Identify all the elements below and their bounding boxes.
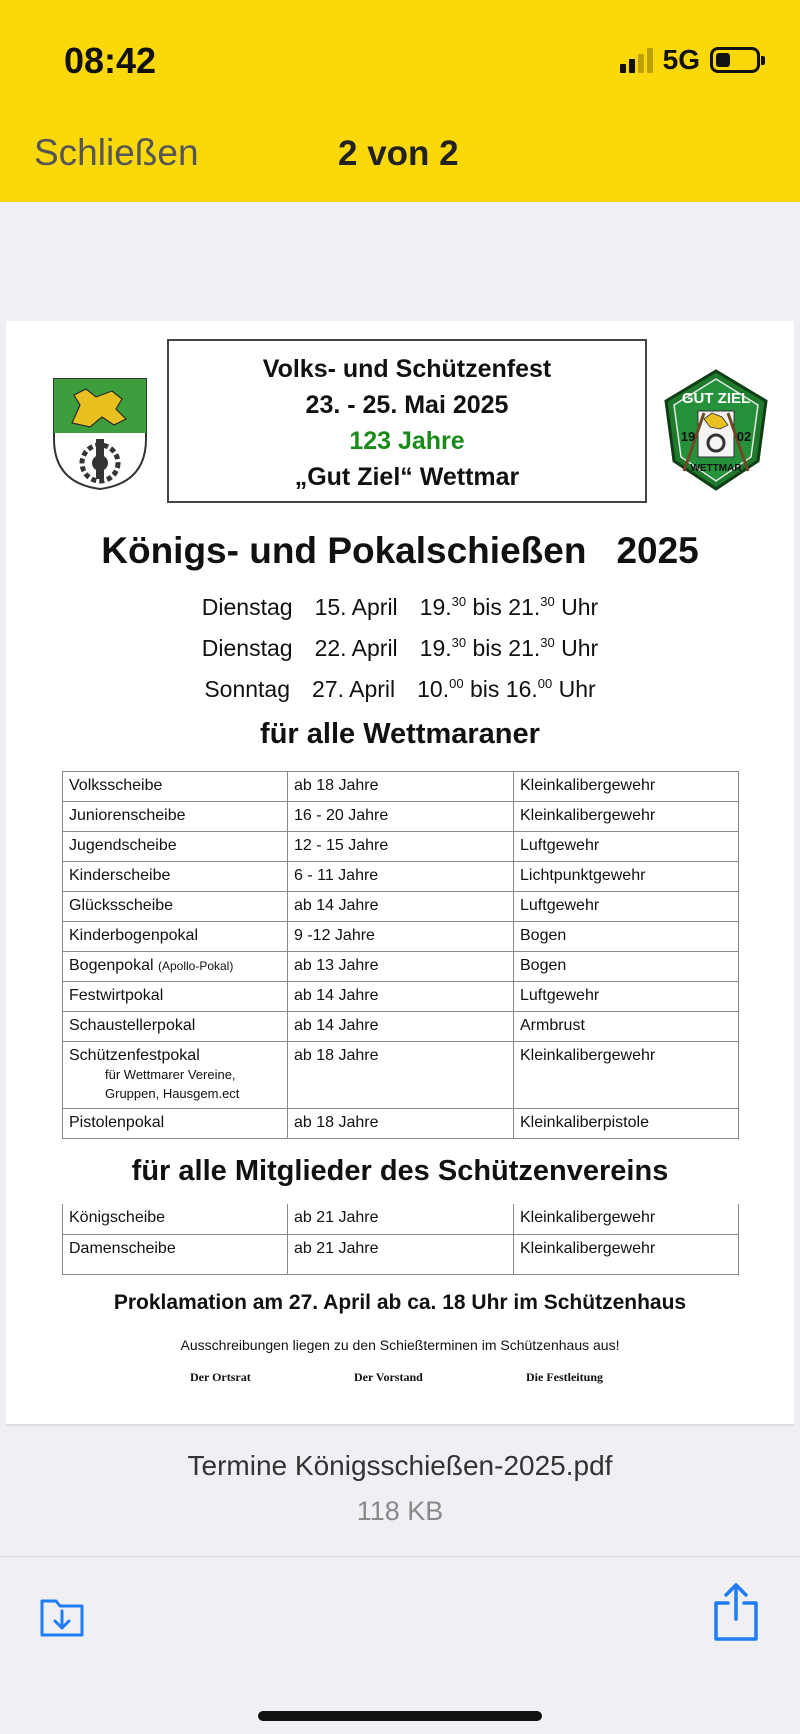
table-row: Schützenfestpokal für Wettmarer Vereine, Gruppen, Hausgem.ect ab 18 Jahre Kleinkalibergewehr (63, 1042, 739, 1109)
svg-text:WETTMAR: WETTMAR (690, 463, 742, 474)
file-name: Termine Königsschießen-2025.pdf (187, 1450, 613, 1481)
download-icon[interactable] (38, 1595, 86, 1639)
signature-festleitung: Die Festleitung (526, 1370, 603, 1384)
viewer-header (0, 0, 800, 202)
table-row: Schaustellerpokal ab 14 Jahre Armbrust (63, 1012, 739, 1042)
table-row: Jugendscheibe 12 - 15 Jahre Luftgewehr (63, 832, 739, 862)
table-row: Juniorenscheibe 16 - 20 Jahre Kleinkalibergewehr (63, 802, 739, 832)
table-row: Glücksscheibe ab 14 Jahre Luftgewehr (63, 892, 739, 922)
table-row: Kinderscheibe 6 - 11 Jahre Lichtpunktgewehr (63, 862, 739, 892)
svg-text:19: 19 (680, 429, 696, 444)
table-row: Festwirtpokal ab 14 Jahre Luftgewehr (63, 982, 739, 1012)
battery-icon (710, 47, 760, 73)
schedule-row: Dienstag 15. April 19.30 bis 21.30 Uhr (201, 594, 599, 620)
signature-ortsrat: Der Ortsrat (190, 1370, 251, 1384)
table-row: Pistolenpokal ab 18 Jahre Kleinkaliberpistole (63, 1109, 739, 1139)
table-row: Damenscheibe ab 21 Jahre Kleinkalibergewehr (63, 1234, 739, 1274)
page-divider (6, 1424, 794, 1426)
schedule-row: Sonntag 27. April 10.00 bis 16.00 Uhr (204, 676, 596, 702)
pdf-page[interactable] (6, 321, 794, 1424)
anniversary-label: 123 Jahre (349, 427, 465, 455)
share-icon[interactable] (710, 1581, 762, 1643)
table-row: Volksscheibe ab 18 Jahre Kleinkalibergewehr (63, 772, 739, 802)
status-time: 08:42 (64, 40, 157, 81)
status-indicators (620, 44, 760, 76)
bottom-toolbar (0, 1556, 800, 1734)
schedule-row: Dienstag 22. April 19.30 bis 21.30 Uhr (201, 635, 599, 661)
event-title-box (167, 339, 647, 503)
close-button[interactable]: Schließen (34, 132, 199, 173)
event-dates: 23. - 25. Mai 2025 (305, 391, 509, 419)
public-competitions-table (62, 771, 739, 1139)
svg-text:02: 02 (736, 429, 752, 444)
notice-text: Ausschreibungen liegen zu den Schießterminen im Schützenhaus aus! (180, 1337, 620, 1353)
gut-ziel-emblem-logo (660, 367, 772, 493)
main-title: Königs- und Pokalschießen 2025 (101, 530, 699, 571)
section-title-members: für alle Mitglieder des Schützenvereins (131, 1155, 669, 1187)
home-indicator[interactable] (258, 1711, 542, 1721)
proclamation-text: Proklamation am 27. April ab ca. 18 Uhr im Schützenhaus (113, 1291, 687, 1314)
svg-text:GUT ZIEL: GUT ZIEL (681, 390, 751, 407)
club-name: „Gut Ziel“ Wettmar (294, 463, 520, 491)
page-indicator: 2 von 2 (338, 134, 459, 173)
signal-icon (620, 47, 653, 73)
table-row: Bogenpokal (Apollo-Pokal) ab 13 Jahre Bogen (63, 952, 739, 982)
table-row: Königscheibe ab 21 Jahre Kleinkalibergewehr (63, 1204, 739, 1234)
member-competitions-table (62, 1204, 739, 1275)
network-label: 5G (662, 44, 700, 75)
table-row: Kinderbogenpokal 9 -12 Jahre Bogen (63, 922, 739, 952)
event-name: Volks- und Schützenfest (262, 355, 552, 383)
file-size: 118 KB (356, 1496, 444, 1526)
signature-vorstand: Der Vorstand (354, 1370, 423, 1384)
coat-of-arms-logo (50, 375, 150, 491)
section-title-public: für alle Wettmaraner (260, 718, 540, 750)
